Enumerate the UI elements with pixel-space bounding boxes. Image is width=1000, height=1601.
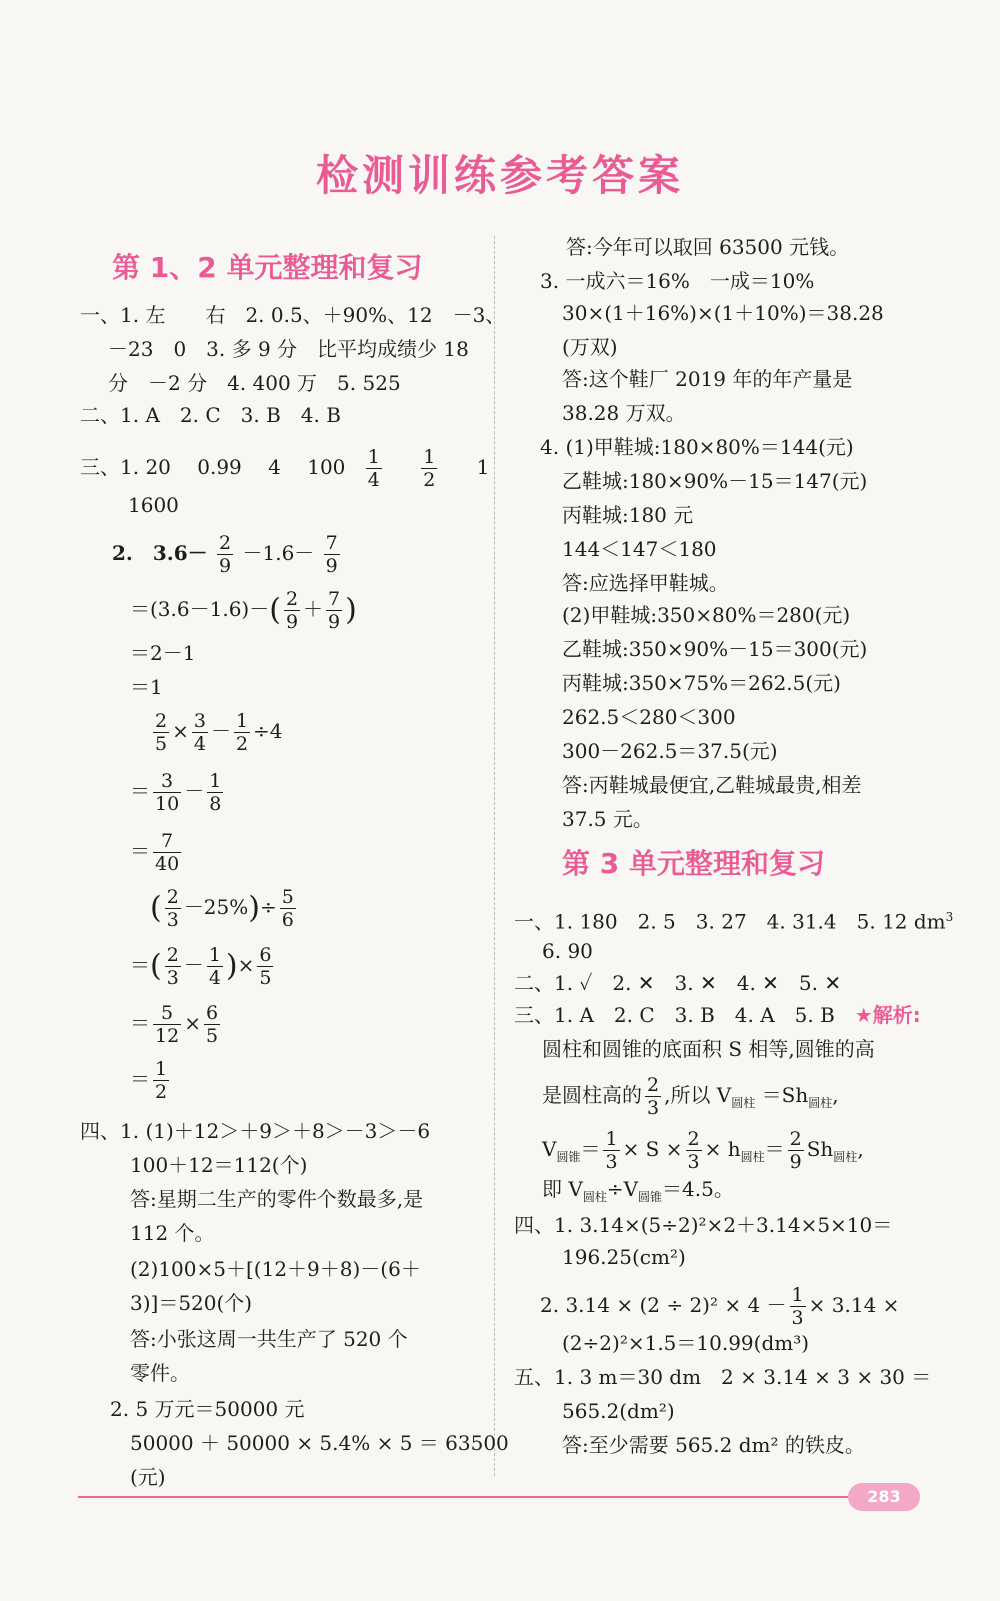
answer-line: 丙鞋城:180 元	[562, 503, 694, 527]
answer-line: 圆柱和圆锥的底面积 S 相等,圆锥的高	[542, 1037, 875, 1061]
page-title: 检测训练参考答案	[315, 151, 684, 200]
answer-line: －23 0 3. 多 9 分 比平均成绩少 18	[108, 337, 469, 361]
fraction: $\frac{1}{4}$	[367, 446, 380, 491]
fraction: $\frac{2}{3}$	[166, 944, 179, 989]
answer-line: 答:应选择甲鞋城。	[562, 571, 729, 595]
answer-line: 答:今年可以取回 63500 元钱。	[566, 235, 850, 259]
fraction: $\frac{3}{4}$	[193, 710, 206, 755]
answer-line: ( $\frac{2}{3}$ －25%)÷ $\frac{5}{6}$	[150, 886, 294, 931]
fraction: $\frac{5}{6}$	[281, 886, 294, 931]
answer-line: 144＜147＜180	[562, 537, 717, 561]
answer-line: (万双)	[562, 335, 618, 359]
answer-line: ＝ $\frac{7}{40}$	[130, 830, 180, 875]
paren: )	[345, 592, 357, 628]
answer-line: 答:小张这周一共生产了 520 个	[130, 1327, 408, 1351]
answer-line: 四、1. (1)＋12＞＋9＞＋8＞－3＞－6	[80, 1119, 431, 1143]
answer-line: 丙鞋城:350×75%＝262.5(元)	[562, 671, 841, 695]
answer-line: 乙鞋城:350×90%－15＝300(元)	[562, 637, 868, 661]
answer-line: 262.5＜280＜300	[562, 705, 736, 729]
column-divider	[494, 236, 496, 1476]
answer-line: 乙鞋城:180×90%－15＝147(元)	[562, 469, 868, 493]
answer-text: 1	[476, 455, 490, 479]
answer-line: 100＋12＝112(个)	[130, 1153, 308, 1177]
answer-line: $\frac{2}{5}$ × $\frac{3}{4}$ － $\frac{1}{2}$ ÷4	[155, 710, 283, 755]
answer-line: 三、1. A 2. C 3. B 4. A 5. B ★解析:	[514, 1003, 921, 1027]
answer-line: 一、1. 180 2. 5 3. 27 4. 31.4 5. 12 $dm^3$	[514, 909, 954, 934]
answer-line: 五、1. 3 m＝30 dm 2 × 3.14 × 3 × 30 ＝	[514, 1365, 932, 1389]
answer-line: (2)甲鞋城:350×80%＝280(元)	[562, 603, 851, 627]
answer-line: 112 个。	[130, 1221, 215, 1245]
answer-line: 分 －2 分 4. 400 万 5. 525	[108, 371, 401, 395]
answer-line: ＝1	[130, 675, 163, 699]
answer-line: 一、1. 左 右 2. 0.5、＋90%、12 －3、	[80, 303, 506, 327]
answer-line: ＝ $\frac{5}{12}$ × $\frac{6}{5}$	[130, 1002, 219, 1047]
answer-line	[112, 532, 343, 577]
answer-line: (2)100×5＋[(12＋9＋8)－(6＋	[130, 1257, 421, 1281]
answer-line: 答:星期二生产的零件个数最多,是	[130, 1187, 424, 1211]
fraction: $\frac{2}{3}$	[687, 1128, 700, 1173]
fraction: $\frac{6}{5}$	[205, 1002, 219, 1047]
answer-line: 答:至少需要 565.2 dm² 的铁皮。	[562, 1433, 865, 1457]
answer-line: ＝ $\frac{1}{2}$	[130, 1058, 168, 1103]
fraction: $\frac{2}{9}$	[285, 588, 299, 633]
fraction: $\frac{2}{9}$	[789, 1128, 802, 1173]
footer-rule	[78, 1496, 918, 1498]
fraction: $\frac{7}{9}$	[328, 588, 341, 633]
fraction: $\frac{7}{9}$	[325, 532, 338, 577]
answer-line	[80, 446, 489, 491]
answer-line: 196.25(cm²)	[562, 1245, 686, 1269]
fraction: $\frac{5}{12}$	[155, 1002, 180, 1047]
answer-text: ＝(3.6－1.6)－	[130, 597, 270, 621]
answer-line: ＝( $\frac{2}{3}$ － $\frac{1}{4}$ )× $\frac{6}{5}$	[130, 944, 272, 989]
answer-line: (元)	[130, 1465, 166, 1489]
paren: (	[269, 592, 281, 628]
answer-text: 2. 3.6－	[112, 541, 208, 565]
fraction: $\frac{2}{5}$	[155, 710, 168, 755]
answer-line: 3)]＝520(个)	[130, 1291, 253, 1315]
answer-line: 50000 ＋ 50000 × 5.4% × 5 ＝ 63500	[130, 1431, 509, 1455]
fraction: $\frac{2}{9}$	[219, 532, 232, 577]
fraction: $\frac{1}{3}$	[791, 1284, 804, 1329]
answer-line: 1600	[128, 493, 179, 517]
answer-line: 2. 3.14 × (2 ÷ 2)² × 4 － $\frac{1}{3}$ × 3.14 ×	[540, 1284, 900, 1329]
answer-line: 答:丙鞋城最便宜,乙鞋城最贵,相差	[562, 773, 862, 797]
fraction: $\frac{7}{40}$	[155, 830, 180, 875]
fraction: $\frac{1}{2}$	[423, 446, 436, 491]
section-heading-unit-3: 第 3 单元整理和复习	[562, 847, 825, 880]
fraction: $\frac{1}{2}$	[235, 710, 249, 755]
answer-line: ＝ $\frac{3}{10}$ － $\frac{1}{8}$	[130, 770, 222, 815]
answer-line: 是圆柱高的 $\frac{2}{3}$ ,所以 $V_{圆柱} =Sh_{圆柱}$,	[542, 1074, 839, 1119]
fraction: $\frac{2}{3}$	[647, 1074, 660, 1119]
answer-line: (2÷2)²×1.5＝10.99(dm³)	[562, 1331, 810, 1355]
answer-line: 565.2(dm²)	[562, 1399, 675, 1423]
answer-text: －1.6－	[242, 541, 315, 565]
fraction: $\frac{1}{8}$	[209, 770, 222, 815]
answer-line: 38.28 万双。	[562, 401, 686, 425]
answer-line: 37.5 元。	[562, 807, 653, 831]
answer-line: 即 $V_{圆柱}\div V_{圆锥}=4.5$。	[542, 1177, 734, 1204]
fraction: $\frac{2}{3}$	[166, 886, 179, 931]
answer-line: $V_{圆锥}=$ $\frac{1}{3}$ × S × $\frac{2}{3}$ × $h_{圆柱}=$ $\frac{2}{9}$ $Sh_{圆柱}$,	[542, 1128, 864, 1173]
fraction: $\frac{1}{2}$	[155, 1058, 168, 1103]
answer-line: 零件。	[130, 1361, 190, 1385]
answer-line: 四、1. 3.14×(5÷2)²×2＋3.14×5×10＝	[514, 1213, 893, 1237]
fraction: $\frac{3}{10}$	[155, 770, 180, 815]
answer-line: ＝2－1	[130, 641, 196, 665]
answer-line: 3. 一成六＝16% 一成＝10%	[540, 269, 815, 293]
section-heading-unit-1-2: 第 1、2 单元整理和复习	[112, 251, 423, 284]
fraction: $\frac{1}{3}$	[605, 1128, 618, 1173]
answer-line: 二、1. ✓ 2. ✕ 3. ✕ 4. ✕ 5. ✕	[514, 971, 842, 995]
fraction: $\frac{1}{4}$	[208, 944, 221, 989]
answer-line: 答:这个鞋厂 2019 年的年产量是	[562, 367, 853, 391]
page-number: 283	[848, 1483, 920, 1511]
answer-line: 300－262.5＝37.5(元)	[562, 739, 778, 763]
answer-line: 2. 5 万元＝50000 元	[110, 1397, 305, 1421]
answer-line: ＝(3.6－1.6)－( $\frac{2}{9}$ ＋ $\frac{7}{9}$ )	[130, 588, 357, 633]
answer-line: 6. 90	[542, 939, 593, 963]
answer-line: 30×(1＋16%)×(1＋10%)＝38.28	[562, 301, 884, 325]
analysis-label: ★解析:	[854, 1003, 921, 1027]
fraction: $\frac{6}{5}$	[259, 944, 272, 989]
answer-line: 4. (1)甲鞋城:180×80%＝144(元)	[540, 435, 854, 459]
answer-line: 二、1. A 2. C 3. B 4. B	[80, 403, 341, 427]
answer-text: 三、1. 20 0.99 4 100	[80, 455, 346, 479]
